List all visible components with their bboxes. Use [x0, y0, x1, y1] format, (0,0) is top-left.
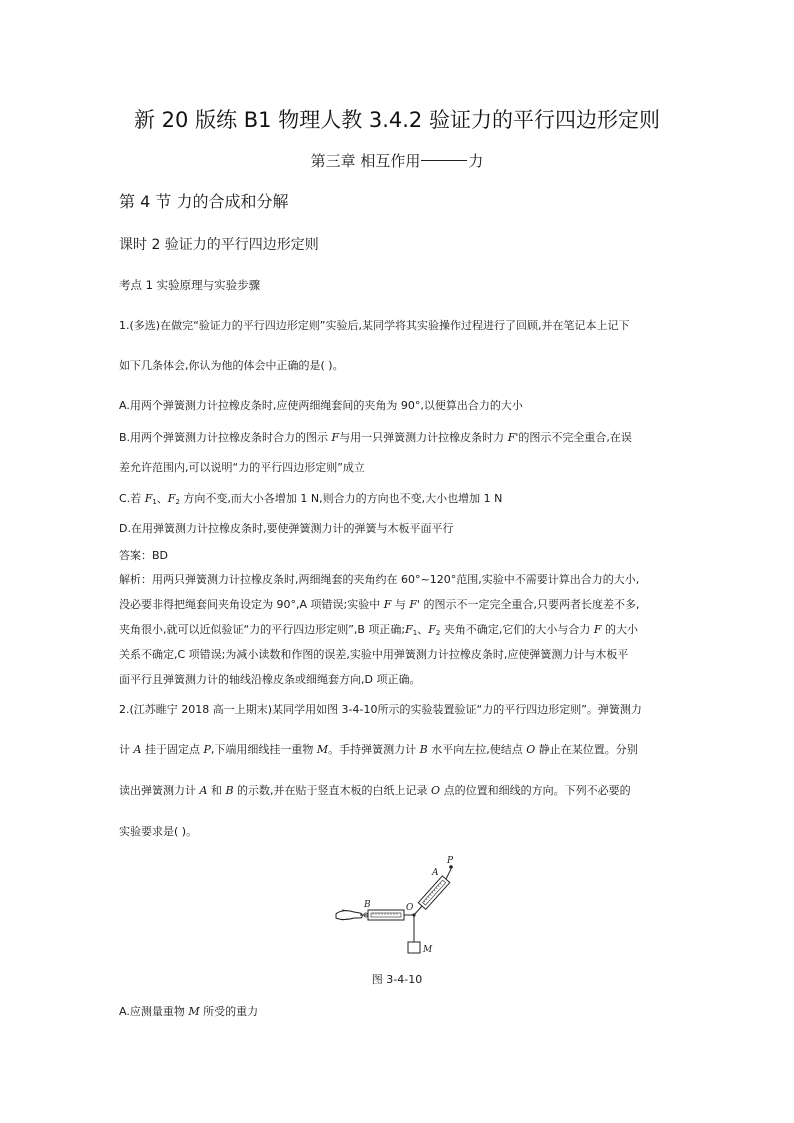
q1-explanation-line2: [119, 597, 640, 612]
symbol-a: A: [199, 784, 208, 797]
q1-explanation-line1: 解析：用两只弹簧测力计拉橡皮条时,两细绳套的夹角约在 60°~120°范围,实验中不需要计算出合力的大小,: [119, 573, 640, 586]
text: 没必要非得把绳套间夹角设定为 90°,A 项错误;实验中: [119, 598, 384, 611]
text: 所受的重力: [199, 1005, 259, 1018]
symbol-o: O: [526, 743, 536, 756]
symbol-a: A: [133, 743, 142, 756]
q1-answer: 答案：BD: [119, 549, 169, 562]
label-o: O: [406, 903, 414, 913]
q2-stem-line4: 实验要求是( )。: [119, 825, 198, 838]
label-b: B: [364, 900, 371, 910]
text: 静止在某位置。分别: [535, 743, 638, 756]
subscript: 1: [412, 629, 418, 637]
text: 方向不变,而大小各增加 1 N,则合力的方向也不变,大小也增加 1 N: [179, 492, 503, 505]
lesson-heading: 课时 2 验证力的平行四边形定则: [119, 237, 319, 253]
text: 的大小: [601, 623, 638, 636]
q1-stem-line2: 如下几条体会,你认为他的体会中正确的是( )。: [119, 359, 344, 372]
weight-m: [408, 942, 420, 953]
text: 与: [391, 598, 410, 611]
q1-explanation-line4: 关系不确定,C 项错误;为减小读数和作图的误差,实验中用弹簧测力计拉橡皮条时,应使弹簧测力计与木板平: [119, 648, 629, 661]
subscript: 2: [435, 629, 441, 637]
symbol-b: B: [419, 743, 428, 756]
string-a-to-p: [446, 869, 451, 879]
text: 夹角很小,就可以近似验证“力的平行四边形定则”,B 项正确;: [119, 623, 406, 636]
label-p: P: [447, 856, 454, 866]
q2-option-a: [119, 1004, 258, 1019]
spring-balance-b: [368, 910, 404, 920]
spring-balance-a: [418, 876, 450, 909]
symbol-f: F: [593, 623, 602, 636]
text: 的图示不完全重合,在误: [518, 431, 632, 444]
q1-option-b-line2: 差允许范围内,可以说明“力的平行四边形定则”成立: [119, 461, 365, 474]
hand-icon: [336, 910, 362, 920]
text: C.若: [119, 492, 145, 505]
label-a: A: [432, 868, 439, 878]
q1-explanation-line5: 面平行且弹簧测力计的轴线沿橡皮条或细绳套方向,D 项正确。: [119, 673, 421, 686]
text: 与用一只弹簧测力计拉橡皮条时力: [339, 431, 508, 444]
symbol-f2: F: [428, 623, 436, 636]
subscript: 2: [175, 498, 180, 506]
q2-stem-line1: 2.(江苏睢宁 2018 高一上期末)某同学用如图 3-4-10所示的实验装置验证“力的平行四边形定则”。弹簧测力: [119, 703, 642, 716]
text: 和: [207, 784, 226, 797]
text: 、: [417, 623, 429, 636]
text: 的示数,并在贴于竖直木板的白纸上记录: [233, 784, 432, 797]
subscript: 1: [152, 498, 157, 506]
symbol-f1: F: [144, 492, 153, 505]
q2-stem-line2: [119, 742, 638, 757]
section-heading: 第 4 节 力的合成和分解: [119, 192, 289, 211]
q1-option-d: D.在用弹簧测力计拉橡皮条时,要使弹簧测力计的弹簧与木板平面平行: [119, 522, 454, 535]
q1-stem-line1: 1.(多选)在做完“验证力的平行四边形定则”实验后,某同学将其实验操作过程进行了回顾,并在笔记本上记下: [119, 319, 630, 332]
document-title: 新 20 版练 B1 物理人教 3.4.2 验证力的平行四边形定则: [134, 108, 660, 132]
text: 。手持弹簧测力计: [328, 743, 420, 756]
figure-caption: 图 3-4-10: [371, 973, 423, 986]
q1-option-b-line1: [119, 430, 632, 445]
chapter-heading-right: 力: [468, 152, 484, 170]
q1-explanation-line3: [119, 622, 638, 641]
q1-option-c: [119, 491, 502, 510]
chapter-heading: [0, 150, 794, 171]
symbol-f-prime: F': [409, 598, 421, 611]
q1-option-a: A.用两个弹簧测力计拉橡皮条时,应使两细绳套间的夹角为 90°,以便算出合力的大小: [119, 399, 523, 412]
symbol-f2: F: [167, 492, 176, 505]
label-m: M: [423, 945, 433, 955]
text: 、: [156, 492, 168, 505]
symbol-f: F: [331, 431, 340, 444]
text: 计: [119, 743, 134, 756]
text: B.用两个弹簧测力计拉橡皮条时合力的图示: [119, 431, 332, 444]
chapter-heading-left: 第三章 相互作用: [310, 152, 421, 170]
symbol-f1: F: [405, 623, 413, 636]
text: 的图示不一定完全重合,只要两者长度差不多,: [420, 598, 640, 611]
experiment-figure: [330, 852, 470, 962]
symbol-b: B: [225, 784, 234, 797]
symbol-f-prime: F': [507, 431, 519, 444]
text: A.应测量重物: [119, 1005, 189, 1018]
text: 水平向左拉,使结点: [427, 743, 527, 756]
symbol-p: P: [203, 743, 211, 756]
text: 夹角不确定,它们的大小与合力: [440, 623, 594, 636]
text: ,下端用细线挂一重物: [210, 743, 317, 756]
q2-stem-line3: [119, 783, 631, 798]
symbol-f: F: [383, 598, 392, 611]
text: 读出弹簧测力计: [119, 784, 200, 797]
string-o-to-a: [414, 906, 422, 915]
topic-heading: 考点 1 实验原理与实验步骤: [119, 278, 261, 292]
text: 挂于固定点: [141, 743, 204, 756]
symbol-o: O: [431, 784, 441, 797]
symbol-m: M: [188, 1005, 200, 1018]
text: 点的位置和细线的方向。下列不必要的: [440, 784, 631, 797]
symbol-m: M: [316, 743, 329, 756]
em-dash: [421, 160, 467, 161]
